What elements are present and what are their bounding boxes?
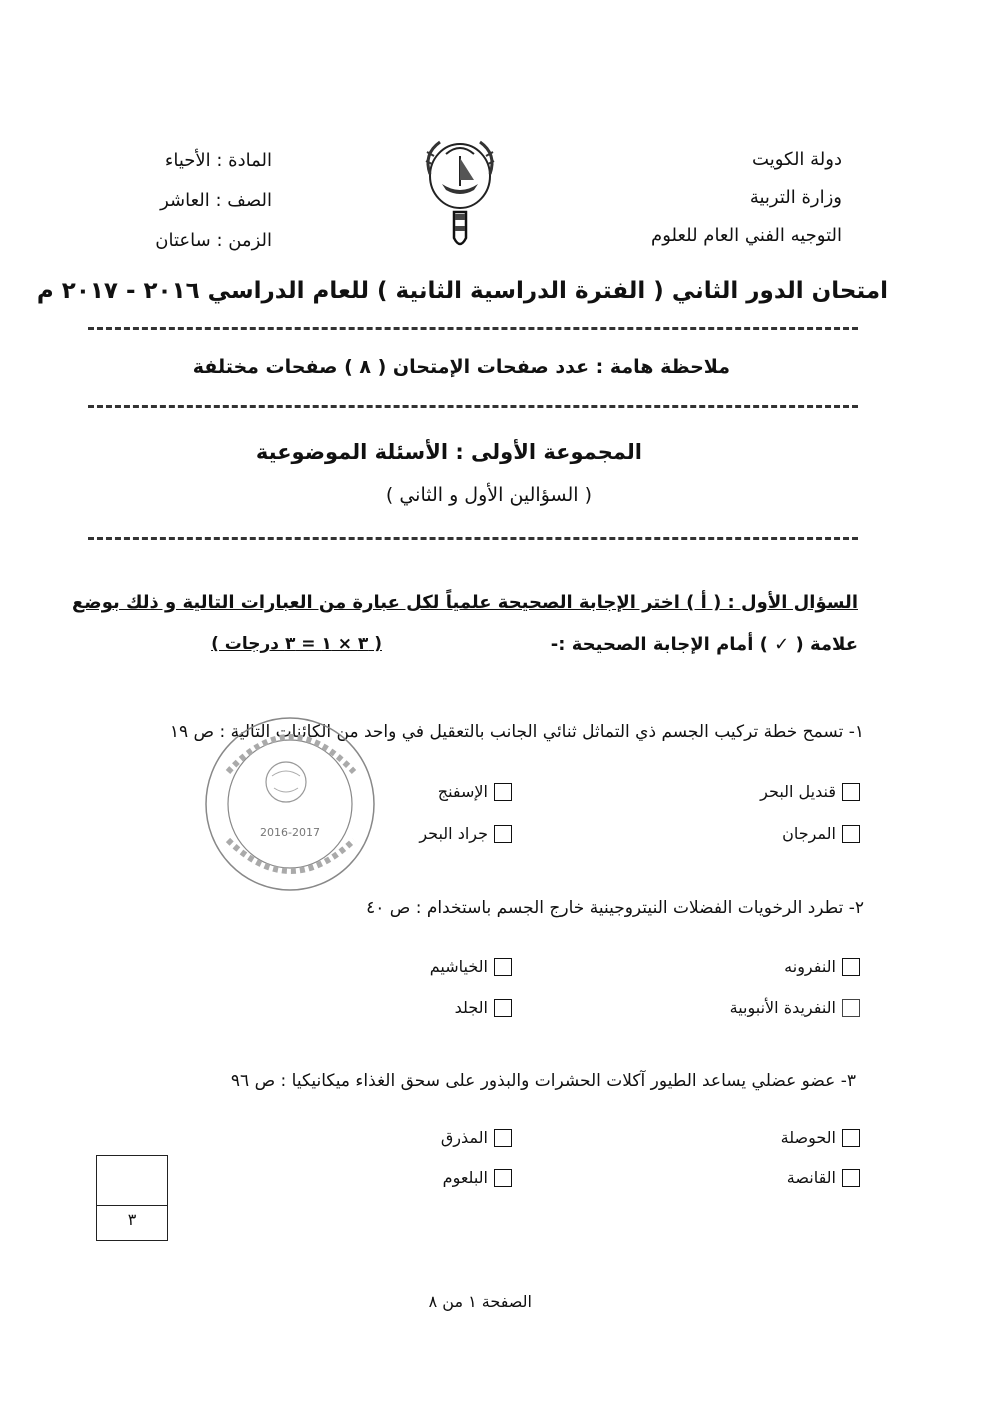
- option-3b[interactable]: المذرق: [441, 1128, 512, 1147]
- question-1: ١- تسمح خطة تركيب الجسم ذي التماثل ثنائي الجانب بالتعقيل في واحد من الكائنات التالية : ص ١٩: [169, 722, 864, 742]
- grade-label: الصف : العاشر: [160, 190, 272, 211]
- option-2c[interactable]: النفريدة الأنبوبية: [730, 998, 860, 1017]
- question-3: ٣- عضو عضلي يساعد الطيور آكلات الحشرات والبذور على سحق الغذاء ميكانيكيا : ص ٩٦: [230, 1071, 856, 1091]
- header-left: [155, 141, 272, 261]
- header-right: [651, 141, 842, 255]
- group-title: المجموعة الأولى : الأسئلة الموضوعية: [255, 440, 642, 464]
- divider: [88, 537, 858, 540]
- checkbox-icon[interactable]: [494, 825, 512, 843]
- checkbox-icon[interactable]: [494, 783, 512, 801]
- checkbox-icon[interactable]: [842, 958, 860, 976]
- score-divider: [97, 1205, 167, 1206]
- option-2b[interactable]: الخياشيم: [430, 957, 512, 976]
- checkbox-icon[interactable]: [842, 783, 860, 801]
- option-2a[interactable]: النفرونه: [784, 957, 860, 976]
- duration-label: الزمن : ساعتان: [155, 230, 272, 251]
- checkbox-icon[interactable]: [842, 825, 860, 843]
- subject-label: المادة : الأحياء: [164, 150, 272, 171]
- official-stamp: [198, 712, 382, 896]
- score-value: ٣: [127, 1210, 137, 1229]
- divider: [88, 327, 858, 330]
- department-name: التوجيه الفني العام للعلوم: [651, 225, 842, 246]
- option-1c[interactable]: المرجان: [782, 824, 860, 843]
- stamp-year: 2016-2017: [260, 826, 320, 839]
- page-number: الصفحة ١ من ٨: [428, 1292, 532, 1311]
- option-3c[interactable]: القانصة: [787, 1168, 860, 1187]
- emblem-icon: [418, 134, 502, 252]
- option-1a[interactable]: قنديل البحر: [760, 782, 860, 801]
- exam-title: امتحان الدور الثاني ( الفترة الدراسية الثانية ) للعام الدراسي ٢٠١٦ - ٢٠١٧ م: [36, 278, 888, 304]
- question-instruction: السؤال الأول : ( أ ) اختر الإجابة الصحيحة علمياً لكل عبارة من العبارات التالية و ذلك بوضع: [72, 592, 858, 613]
- marks-label: ( ٣ × ١ = ٣ درجات ): [211, 634, 382, 654]
- score-box: [96, 1155, 168, 1241]
- question-2: ٢- تطرد الرخويات الفضلات النيتروجينية خارج الجسم باستخدام : ص ٤٠: [366, 898, 864, 918]
- option-1b[interactable]: الإسفنج: [438, 782, 512, 801]
- checkbox-icon[interactable]: [494, 999, 512, 1017]
- kuwait-emblem: [418, 134, 502, 252]
- option-1d[interactable]: جراد البحر: [419, 824, 512, 843]
- option-3d[interactable]: البلعوم: [443, 1168, 512, 1187]
- country-name: دولة الكويت: [752, 149, 842, 170]
- checkbox-icon[interactable]: [842, 1169, 860, 1187]
- checkbox-icon[interactable]: [842, 1129, 860, 1147]
- group-subtitle: ( السؤالين الأول و الثاني ): [385, 484, 592, 506]
- checkbox-icon[interactable]: [842, 999, 860, 1017]
- checkbox-icon[interactable]: [494, 1169, 512, 1187]
- option-3a[interactable]: الحوصلة: [781, 1128, 860, 1147]
- exam-note: ملاحظة هامة : عدد صفحات الإمتحان ( ٨ ) صفحات مختلفة: [192, 356, 730, 378]
- divider: [88, 405, 858, 408]
- checkbox-icon[interactable]: [494, 1129, 512, 1147]
- stamp-icon: [198, 712, 382, 896]
- ministry-name: وزارة التربية: [749, 187, 842, 208]
- option-2d[interactable]: الجلد: [455, 998, 512, 1017]
- checkbox-icon[interactable]: [494, 958, 512, 976]
- question-instruction-2: علامة ( ✓ ) أمام الإجابة الصحيحة :-: [550, 634, 858, 655]
